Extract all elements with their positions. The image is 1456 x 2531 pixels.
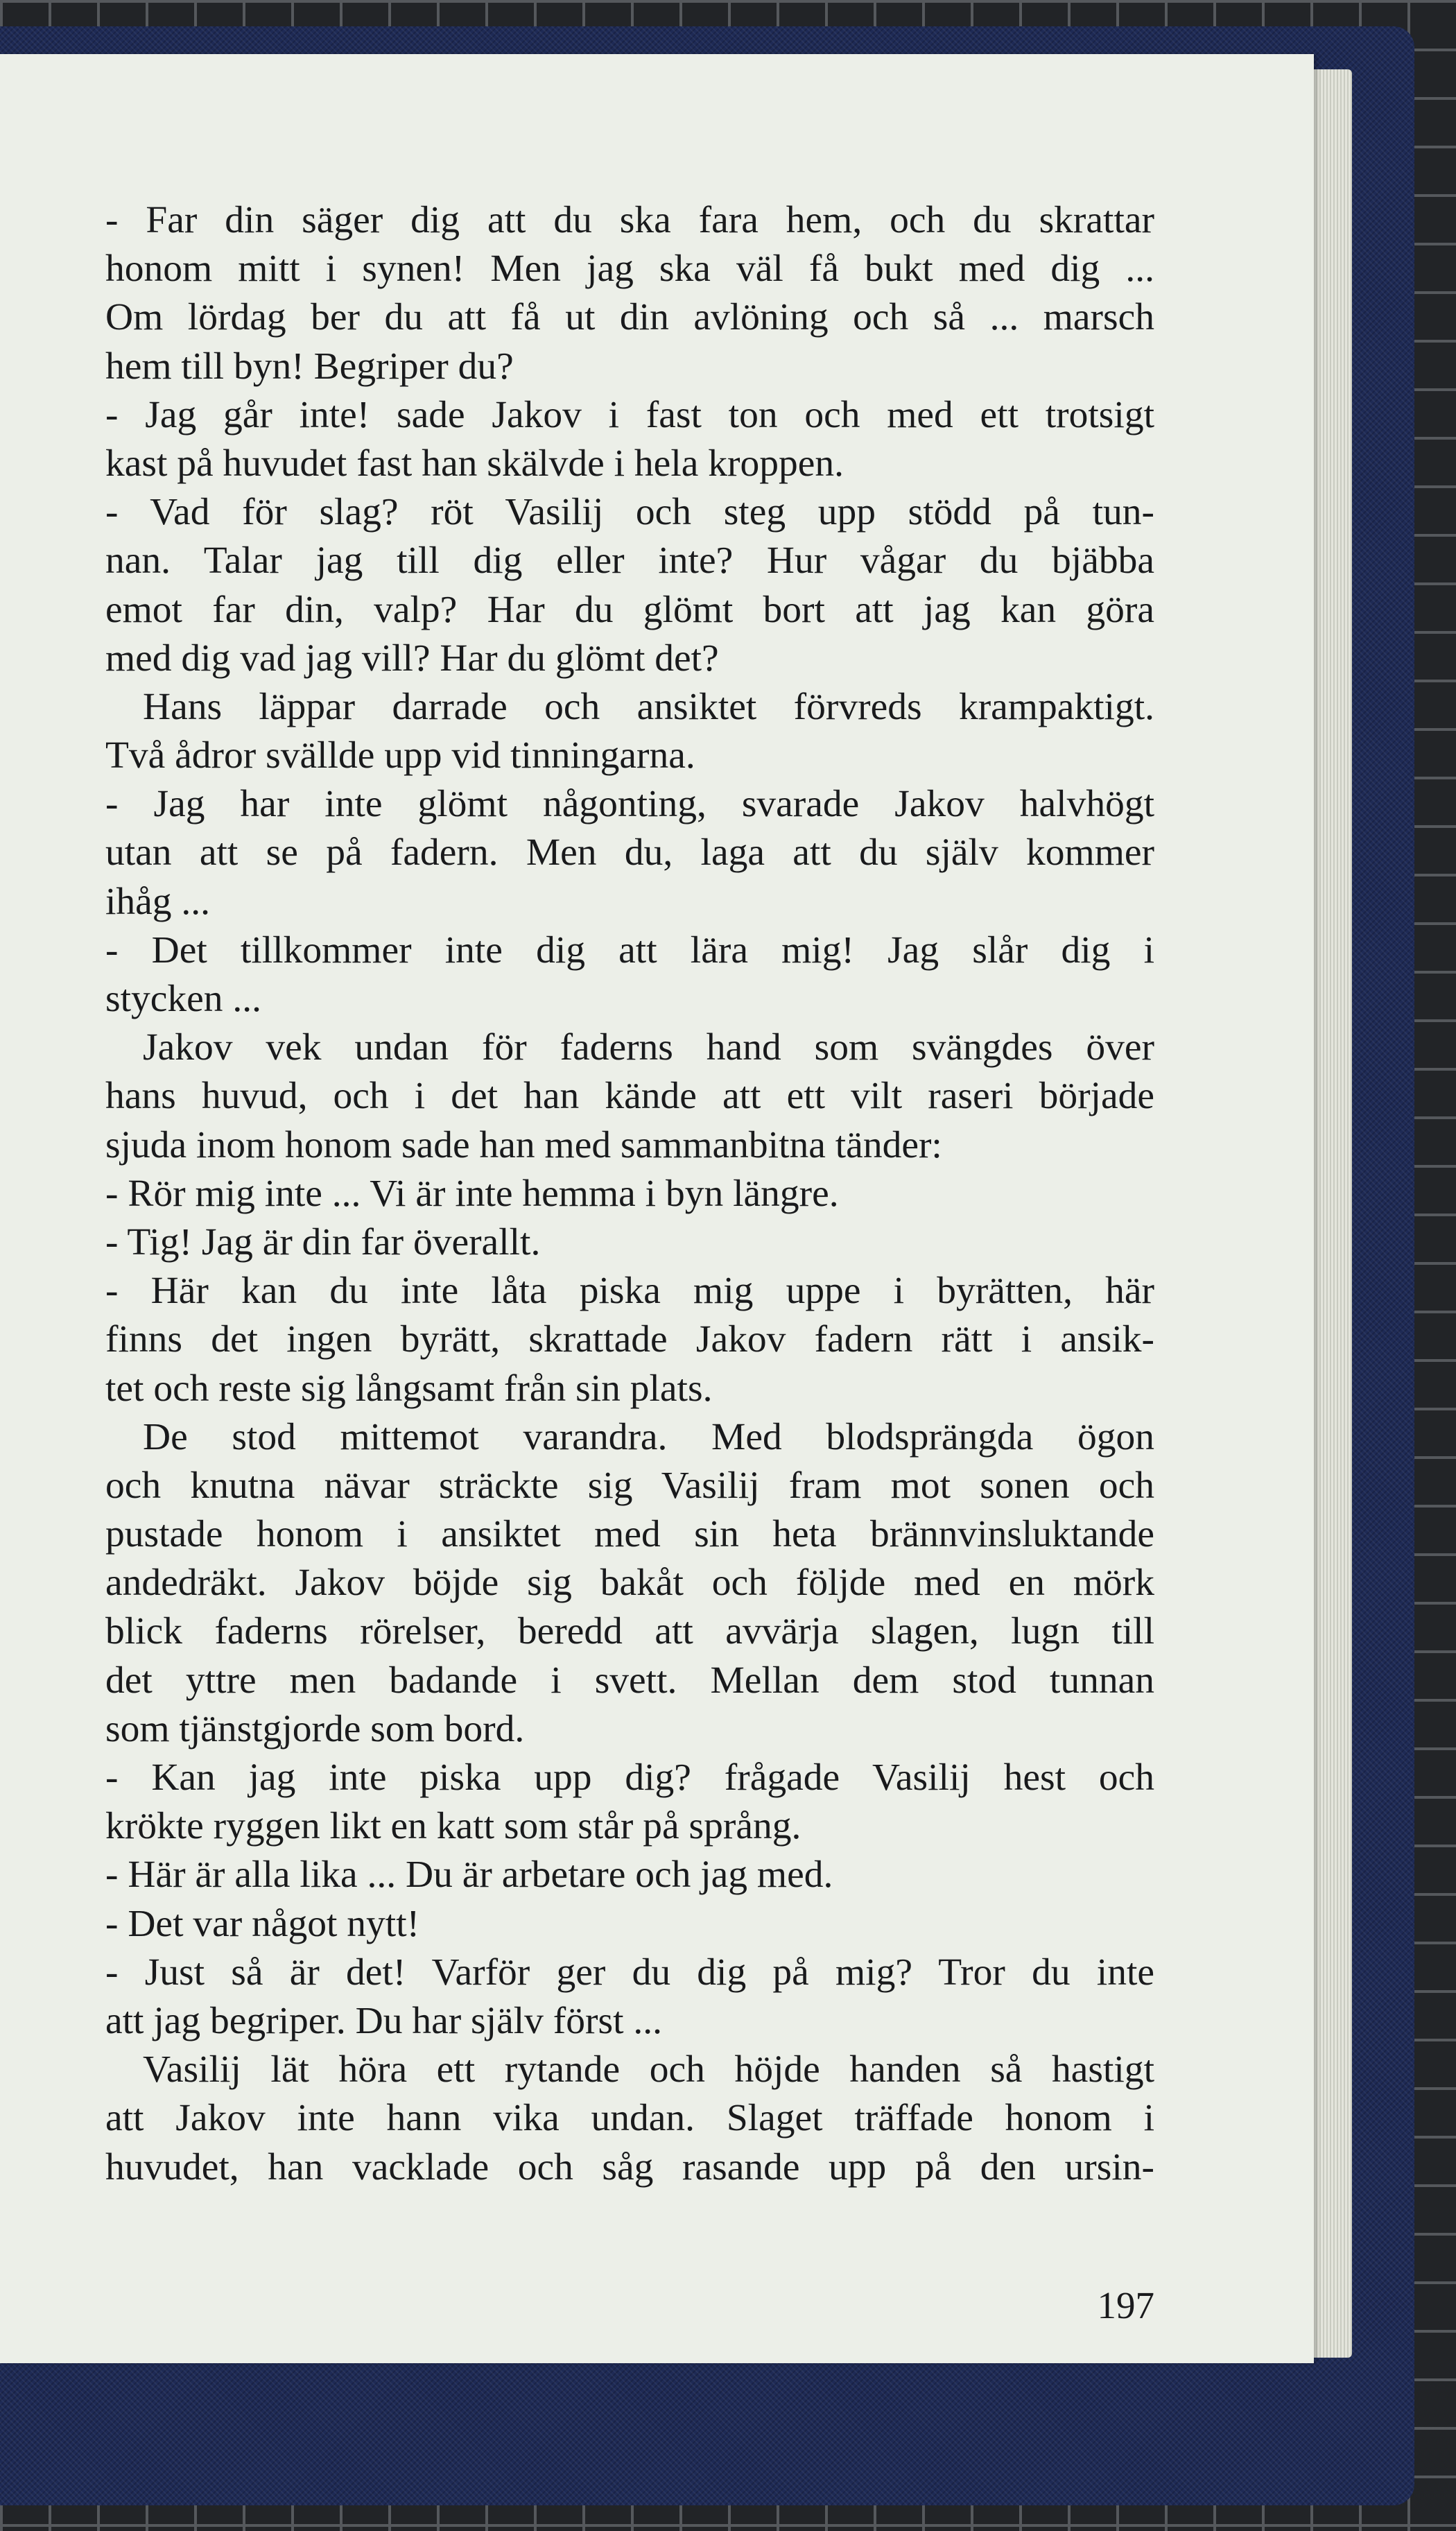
text-line: - Rör mig inte ... Vi är inte hemma i byn längre. — [105, 1172, 839, 1215]
text-line: tet och reste sig långsamt från sin plats. — [105, 1367, 713, 1410]
text-line: andedräkt. Jakov böjde sig bakåt och följde med en mörk — [105, 1562, 1154, 1605]
text-line: att jag begriper. Du har själv först ... — [105, 1999, 662, 2042]
text-line: hem till byn! Begriper du? — [105, 345, 514, 388]
text-line: Jakov vek undan för faderns hand som svängdes över — [143, 1026, 1154, 1069]
text-line: - Det tillkommer inte dig att lära mig! Jag slår dig i — [105, 928, 1154, 971]
text-line: - Jag går inte! sade Jakov i fast ton och med ett trotsigt — [105, 393, 1154, 436]
text-line: Två ådror svällde upp vid tinningarna. — [105, 734, 695, 777]
body-text — [105, 196, 1154, 2192]
text-line: - Tig! Jag är din far överallt. — [105, 1220, 541, 1263]
text-line: ihåg ... — [105, 880, 211, 923]
text-line: och knutna nävar sträckte sig Vasilij fram mot sonen och — [105, 1464, 1154, 1507]
text-line: finns det ingen byrätt, skrattade Jakov fadern rätt i ansik- — [105, 1318, 1154, 1361]
text-line: pustade honom i ansiktet med sin heta brännvinsluktande — [105, 1513, 1154, 1556]
text-line: - Far din säger dig att du ska fara hem, och du skrattar — [105, 199, 1154, 241]
book-page — [0, 54, 1314, 2363]
text-line: - Kan jag inte piska upp dig? frågade Vasilij hest och — [105, 1756, 1154, 1799]
text-line: sjuda inom honom sade han med sammanbitna tänder: — [105, 1123, 942, 1166]
text-line: De stod mittemot varandra. Med blodsprängda ögon — [143, 1415, 1154, 1458]
text-line: huvudet, han vacklade och såg rasande upp på den ursin- — [105, 2145, 1154, 2188]
text-line: honom mitt i synen! Men jag ska väl få bukt med dig ... — [105, 248, 1154, 291]
text-line: - Det var något nytt! — [105, 1902, 420, 1945]
text-line: Hans läppar darrade och ansiktet förvreds krampaktigt. — [143, 685, 1154, 728]
text-line: - Här är alla lika ... Du är arbetare och jag med. — [105, 1854, 833, 1897]
text-line: Vasilij lät höra ett rytande och höjde handen så hastigt — [143, 2048, 1154, 2091]
text-line: emot far din, valp? Har du glömt bort att jag kan göra — [105, 588, 1154, 631]
text-line: - Här kan du inte låta piska mig uppe i byrätten, här — [105, 1270, 1154, 1313]
text-line: Om lördag ber du att få ut din avlöning och så ... marsch — [105, 296, 1154, 339]
text-line: kast på huvudet fast han skälvde i hela kroppen. — [105, 442, 844, 485]
text-line: hans huvud, och i det han kände att ett vilt raseri började — [105, 1075, 1154, 1118]
text-line: det yttre men badande i svett. Mellan dem stod tunnan — [105, 1659, 1154, 1702]
text-line: utan att se på fadern. Men du, laga att du själv kommer — [105, 831, 1154, 874]
text-line: blick faderns rörelser, beredd att avvärja slagen, lugn till — [105, 1610, 1154, 1653]
text-line: krökte ryggen likt en katt som står på språng. — [105, 1805, 801, 1848]
text-line: att Jakov inte hann vika undan. Slaget träffade honom i — [105, 2097, 1154, 2140]
text-line: - Jag har inte glömt någonting, svarade Jakov halvhögt — [105, 783, 1154, 826]
text-line: med dig vad jag vill? Har du glömt det? — [105, 637, 719, 680]
text-line: - Vad för slag? röt Vasilij och steg upp stödd på tun- — [105, 491, 1154, 534]
text-line: nan. Talar jag till dig eller inte? Hur vågar du bjäbba — [105, 539, 1154, 582]
text-line: - Just så är det! Varför ger du dig på mig? Tror du inte — [105, 1951, 1154, 1994]
page-number: 197 — [1097, 2284, 1154, 2326]
text-line: stycken ... — [105, 978, 262, 1020]
text-line: som tjänstgjorde som bord. — [105, 1707, 525, 1750]
